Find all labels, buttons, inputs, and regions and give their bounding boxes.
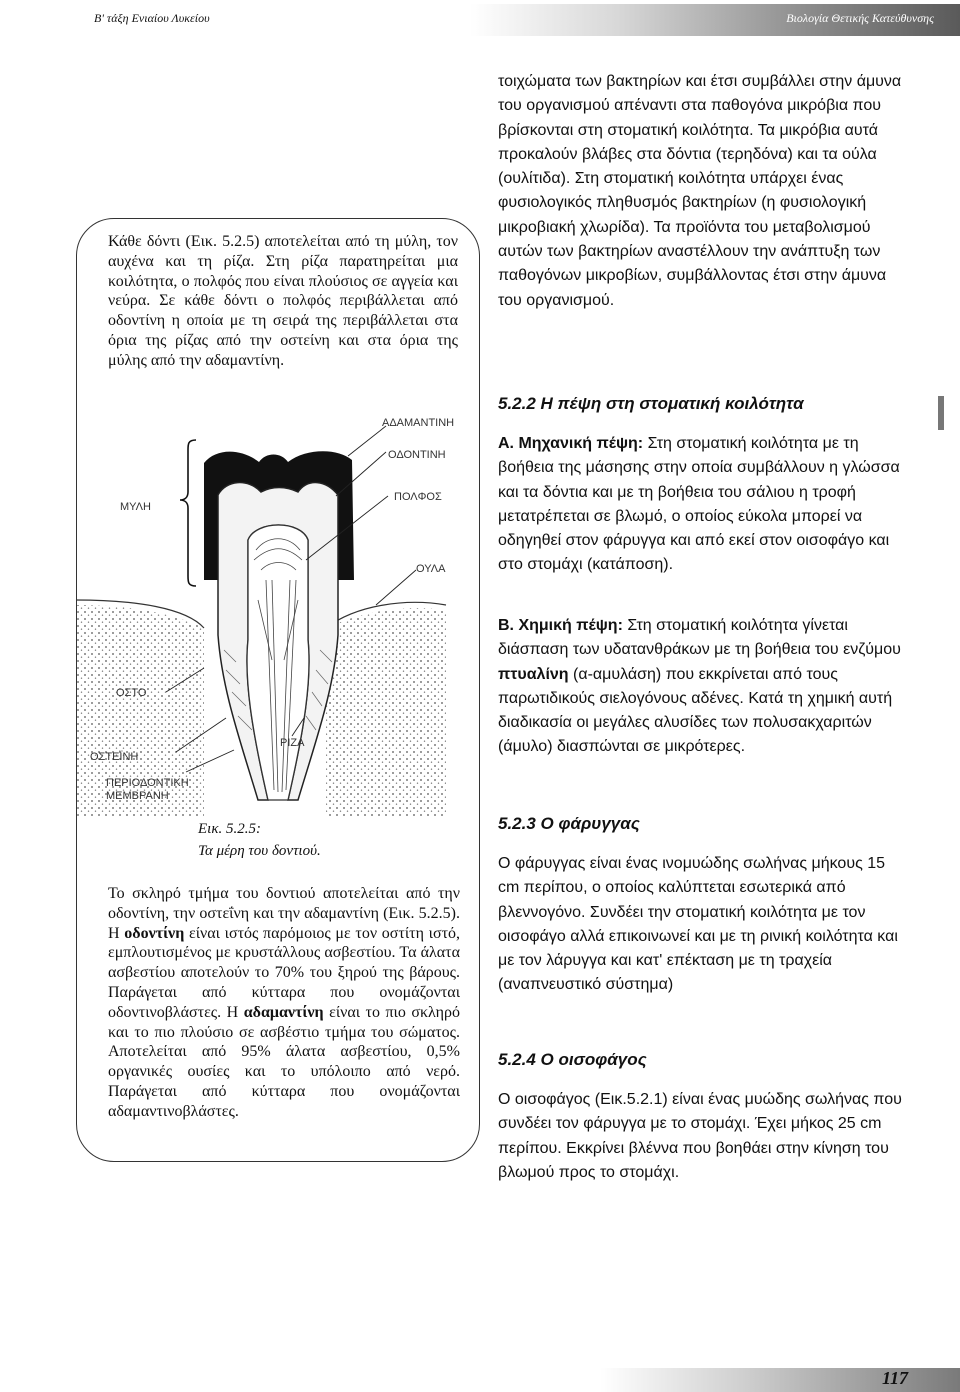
figure-caption bbox=[198, 818, 321, 862]
body-paragraph-2: είναι ιστός παρόμοιος με τον οστίτη ιστό, εμπλουτισμένος με κρυστάλλους ασβεστίου. Τα άλατα ασβεστίου αποτελούν το 70% του ξηρού της βάρους. Παράγεται από κύτταρα που ονομάζονται οδοντινοβλάστες. bbox=[108, 924, 460, 1021]
margin-marker bbox=[938, 396, 944, 430]
mechanical-label: Α. Μηχανική πέψη: bbox=[498, 435, 644, 452]
label-cementum: ΟΣΤΕΪΝΗ bbox=[90, 751, 139, 763]
chemical-label: Β. Χημική πέψη: bbox=[498, 617, 623, 634]
term-dentin: οδοντίνη bbox=[124, 924, 185, 942]
label-crown: ΜΥΛΗ bbox=[120, 501, 151, 513]
mechanical-text: Στη στοματική κοιλότητα με τη βοήθεια της μάσησης στην οποία συμβάλλουν η γλώσσα και τα δόντια και με τη βοήθεια του σάλιου η τροφή μετατρέπεται σε βλωμό, ο οποίος εύκολα μπορεί να οδηγηθεί στον φάρυγγα και από εκεί στον οισοφάγο και στο στομάχι (κατάποση). bbox=[498, 435, 900, 574]
term-ptyalin: πτυαλίνη bbox=[498, 665, 569, 683]
label-root: ΡΙΖΑ bbox=[280, 737, 305, 749]
mechanical-digestion bbox=[498, 432, 906, 578]
body-paragraph-1: Το σκληρό τμήμα του δοντιού αποτελείται από την οδοντίνη, την οστεΐνη και την αδαμαντίνη (Εικ. 5.2.5). bbox=[108, 885, 460, 922]
page-number: 117 bbox=[881, 1368, 908, 1388]
crown-bracket bbox=[180, 440, 196, 586]
tooth-diagram bbox=[76, 400, 480, 816]
bone-region-right bbox=[326, 608, 446, 816]
page-header bbox=[0, 0, 960, 36]
tooth-body-text: Το σκληρό τμήμα του δοντιού αποτελείται από την οδοντίνη, την οστεΐνη και την αδαμαντίνη (Εικ. 5.2.5). Η οδοντίνη είναι ιστός παρόμοιος με τον οστίτη ιστό, εμπλουτισμένος με κρυστάλλους ασβεστίου. Τα άλατα ασβεστίου αποτελούν το 70% του ξηρού της βάρους. Παράγεται από κύτταρα που ονομάζονται οδοντινοβλάστες. Η αδαμαντίνη είναι το πιο σκληρό και το πιο πλούσιο σε ασβέστιο τμήμα του σώματος. Αποτελείται από 95% άλατα ασβεστίου, 0,5% οργανικές ουσίες και το υπόλοιπο από νερό. Παράγεται από κύτταρα που ονομάζονται αδαμαντινοβλάστες. bbox=[108, 885, 461, 1120]
tooth-intro-text: Κάθε δόντι (Εικ. 5.2.5) αποτελείται από τη μύλη, τον αυχένα και τη ρίζα. Στη ρίζα παρατηρείται μια κοιλότητα, ο πολφός που είναι πλούσιος σε αγγεία και νεύρα. Σε κάθε δόντι ο πολφός περιβάλλεται από οδοντίνη η οποία με τη σειρά της περιβάλλεται στα όρια της ρίζας από την οστείνη και στα όρια της μύλης από την αδαμαντίνη. bbox=[108, 233, 458, 369]
chemical-digestion bbox=[498, 614, 906, 760]
figure-caption-title: Τα μέρη του δοντιού. bbox=[198, 843, 321, 859]
term-enamel: αδαμαντίνη bbox=[243, 1003, 324, 1021]
body-paragraph-3: είναι το πιο σκληρό και το πιο πλούσιο σε ασβέστιο τμήμα του σώματος. Αποτελείται από 95% άλατα ασβεστίου, 0,5% οργανικές ουσίες και το υπόλοιπο από νερό. Παράγεται από κύτταρα που ονομάζονται αδαμαντινοβλάστες. bbox=[108, 1003, 461, 1120]
chemical-text-2: (α-αμυλάση) που εκκρίνεται από τους παρωτιδικούς σιελογόνους αδένες. Κατά τη χημική αυτή διαδικασία οι μεγάλες αλυσίδες των πολυσακχαριτών (άμυλο) διασπώνται σε μικρότερες. bbox=[498, 665, 893, 756]
label-dentin: ΟΔΟΝΤΙΝΗ bbox=[388, 449, 446, 461]
heading-5-2-3: 5.2.3 Ο φάρυγγας bbox=[498, 814, 640, 833]
figure-caption-number: Εικ. 5.2.5: bbox=[198, 821, 262, 837]
label-gum: ΟΥΛΑ bbox=[416, 563, 446, 575]
heading-5-2-4: 5.2.4 Ο οισοφάγος bbox=[498, 1050, 647, 1069]
label-membrane-2: ΜΕΜΒΡΑΝΗ bbox=[106, 790, 169, 802]
pharynx-paragraph: Ο φάρυγγας είναι ένας ινομυώδης σωλήνας μήκους 15 cm περίπου, ο οποίος καλύπτεται εσωτερικά από βλεννογόνο. Συνδέει την στοματική κοιλότητα με τον οισοφάγο αλλά επικοινωνεί και με τη ρινική κοιλότητα και με τον λάρυγγα και κατ' επέκταση με τη τραχεία (αναπνευστικό σύστημα) bbox=[498, 855, 898, 994]
label-membrane-1: ΠΕΡΙΟΔΟΝΤΙΚΗ bbox=[106, 777, 189, 789]
heading-5-2-2: 5.2.2 Η πέψη στη στοματική κοιλότητα bbox=[498, 394, 804, 413]
label-enamel: ΑΔΑΜΑΝΤΙΝΗ bbox=[382, 417, 455, 429]
esophagus-paragraph: Ο οισοφάγος (Εικ.5.2.1) είναι ένας μυώδης σωλήνας που συνδέει τον φάρυγγα με το στομάχι. Έχει μήκος 25 cm περίπου. Εκκρίνει βλέννα που βοηθάει στην κίνηση του βλωμού προς το στομάχι. bbox=[498, 1091, 902, 1181]
bacteria-paragraph: τοιχώματα των βακτηρίων και έτσι συμβάλλει στην άμυνα του οργανισμού απέναντι στα παθογόνα μικρόβια που βρίσκονται στη στοματική κοιλότητα. Τα μικρόβια αυτά προκαλούν βλάβες στα δόντια (τερηδόνα) και τα ούλα (ουλίτιδα). Στη στοματική κοιλότητα υπάρχει ένας φυσιολογικός πληθυσμός βακτηρίων (η φυσιολογική μικροβιακή χλωρίδα). Τα προϊόντα του μεταβολισμού αυτών των βακτηρίων αναστέλλουν την ανάπτυξη των παθογόνων μικροβίων, συμβάλλοντας έτσι στην άμυνα του οργανισμού. bbox=[498, 73, 902, 309]
header-right-text: Βιολογία Θετικής Κατεύθυνσης bbox=[786, 11, 934, 25]
label-pulp: ΠΟΛΦΟΣ bbox=[394, 491, 442, 503]
label-bone: ΟΣΤΟ bbox=[116, 687, 147, 699]
header-left-text: Β' τάξη Ενιαίου Λυκείου bbox=[94, 11, 210, 25]
chemical-text-1: Στη στοματική κοιλότητα γίνεται διάσπαση των υδατανθράκων με τη βοήθεια του ενζύμου bbox=[498, 617, 901, 659]
